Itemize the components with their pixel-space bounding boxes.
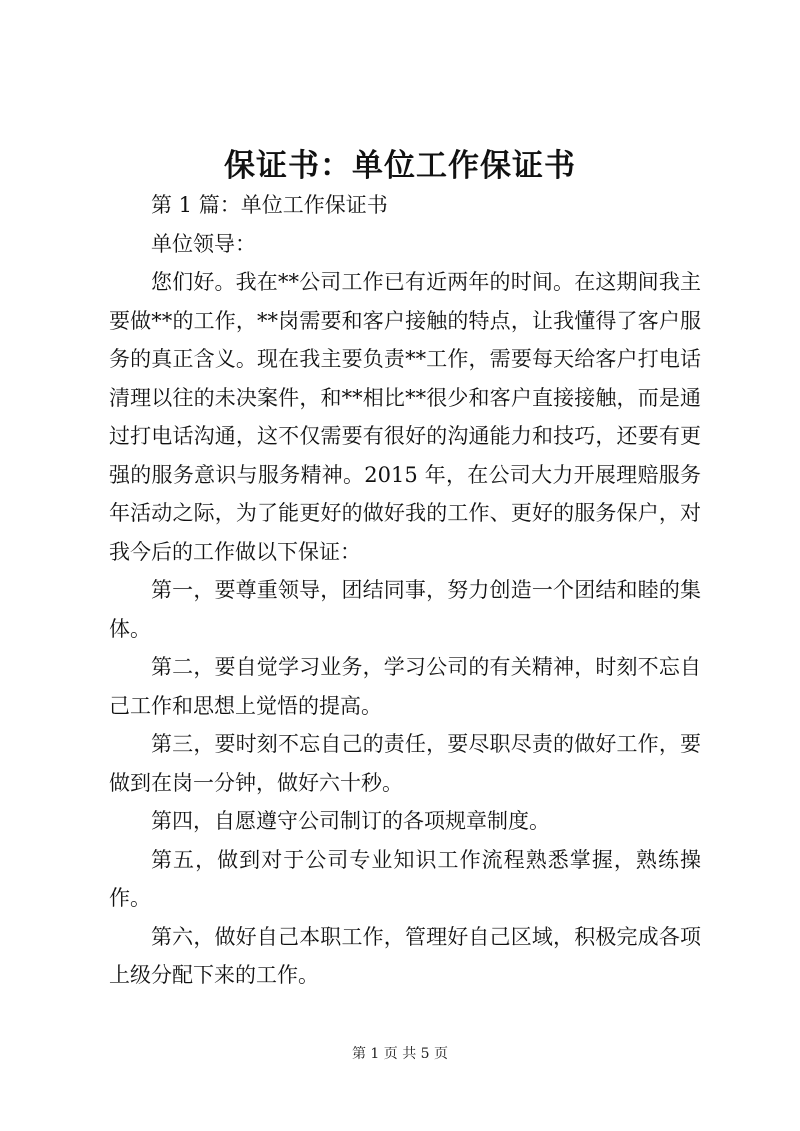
intro-paragraph: 您们好。我在**公司工作已有近两年的时间。在这期间我主要做**的工作，**岗需要和客户接触的特点，让我懂得了客户服务的真正含义。现在我主要负责**工作，需要每天给客户打电话清理以往的未决案件，和**相比**很少和客户直接接触，而是通过打电话沟通，这不仅需要有很好的沟通能力和技巧，还要有更强的服务意识与服务精神。2015 年，在公司大力开展理赔服务年活动之际，为了能更好的做好我的工作、更好的服务保户，对我今后的工作做以下保证： xyxy=(109,270,701,564)
section-heading: 第 1 篇：单位工作保证书 xyxy=(151,193,388,217)
document-body xyxy=(109,186,701,995)
page-footer: 第 1 页 共 5 页 xyxy=(351,1046,449,1062)
pledge-item-1: 第一，要尊重领导，团结同事，努力创造一个团结和睦的集体。 xyxy=(109,578,701,641)
salutation: 单位领导： xyxy=(151,231,256,256)
document-title: 保证书：单位工作保证书 xyxy=(224,148,576,184)
pledge-item-5: 第五，做到对于公司专业知识工作流程熟悉掌握，熟练操作。 xyxy=(109,847,701,910)
pledge-item-4: 第四，自愿遵守公司制订的各项规章制度。 xyxy=(151,809,550,833)
pledge-item-6: 第六，做好自己本职工作，管理好自己区域，积极完成各项上级分配下来的工作。 xyxy=(109,924,701,987)
pledge-item-2: 第二，要自觉学习业务，学习公司的有关精神，时刻不忘自己工作和思想上觉悟的提高。 xyxy=(109,655,701,718)
pledge-item-3: 第三，要时刻不忘自己的责任，要尽职尽责的做好工作，要做到在岗一分钟，做好六十秒。 xyxy=(109,732,701,795)
